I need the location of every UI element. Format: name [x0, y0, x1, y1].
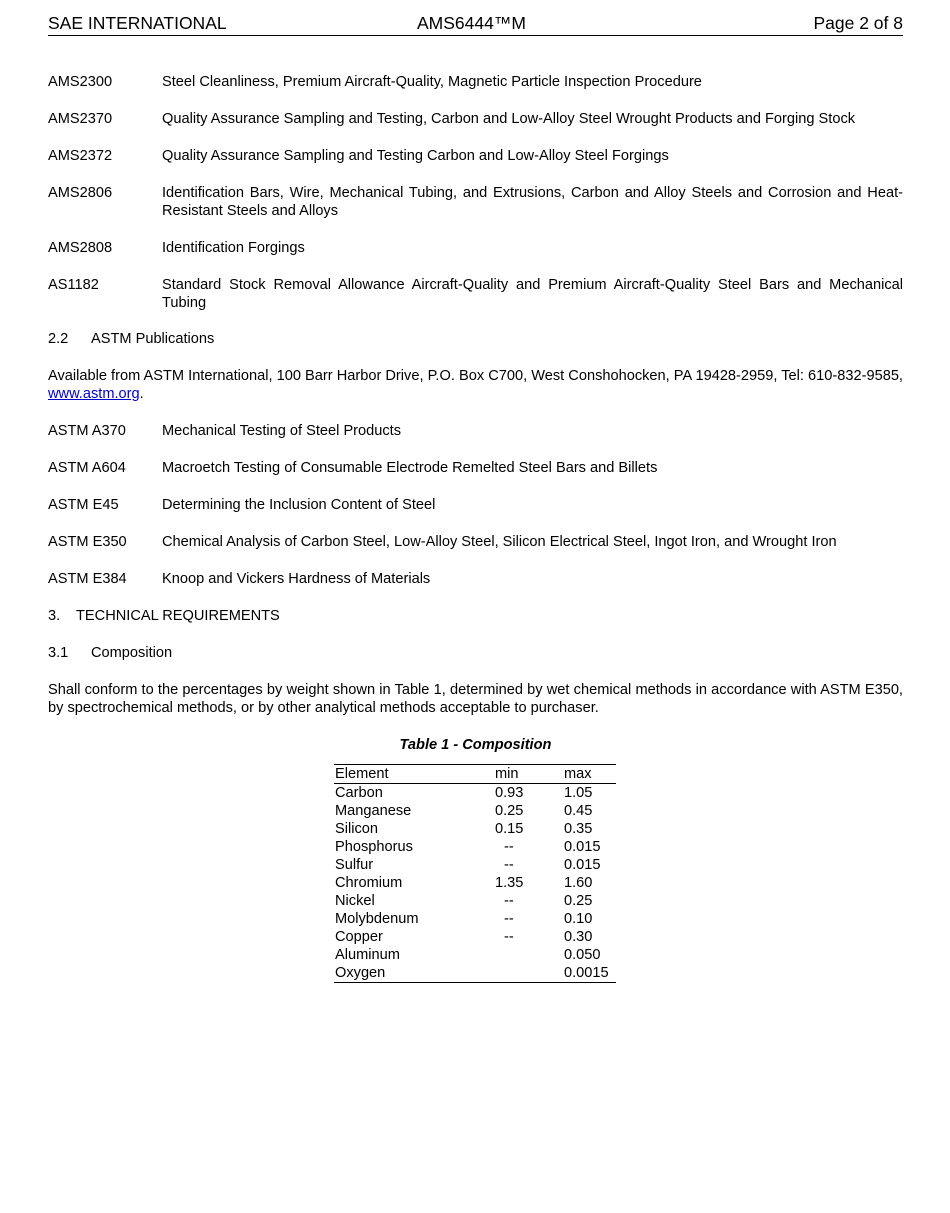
table-header-row	[334, 765, 616, 784]
max-cell: 0.10	[564, 911, 593, 927]
table-row	[334, 856, 616, 874]
reference-title: Knoop and Vickers Hardness of Materials	[162, 571, 431, 587]
reference-item	[48, 496, 903, 514]
section-number: 3.	[48, 608, 61, 624]
reference-item	[48, 239, 903, 257]
astm-availability-paragraph	[48, 367, 903, 403]
element-cell: Oxygen	[334, 964, 494, 983]
column-header-max: max	[563, 765, 616, 784]
table-row	[334, 802, 616, 820]
reference-title: Macroetch Testing of Consumable Electrode Remelted Steel Bars and Billets	[162, 460, 658, 476]
availability-tail: .	[139, 386, 144, 402]
reference-code: AMS2372	[48, 148, 113, 164]
max-cell: 0.35	[564, 821, 593, 837]
min-cell: --	[504, 929, 514, 945]
min-cell: --	[504, 911, 514, 927]
min-cell: 1.35	[495, 875, 524, 891]
element-cell: Chromium	[335, 875, 403, 891]
section-title: ASTM Publications	[91, 331, 215, 347]
min-cell: --	[504, 893, 514, 909]
reference-title: Quality Assurance Sampling and Testing, Carbon and Low-Alloy Steel Wrought Products and Forging Stock	[162, 111, 856, 127]
section-heading-3	[48, 607, 903, 625]
document-page	[48, 12, 903, 994]
reference-code: AMS2808	[48, 240, 113, 256]
reference-item	[48, 110, 903, 128]
max-cell: 1.60	[564, 875, 593, 891]
min-cell: --	[504, 839, 514, 855]
reference-code: ASTM A370	[48, 423, 126, 439]
table-row	[334, 838, 616, 856]
max-cell: 0.015	[564, 839, 601, 855]
availability-text: Available from ASTM International, 100 Barr Harbor Drive, P.O. Box C700, West Conshohocken, PA 19428-2959, Tel: 610-832-9585,	[48, 368, 903, 384]
element-cell: Molybdenum	[335, 911, 419, 927]
composition-table	[334, 764, 616, 983]
reference-item	[48, 422, 903, 440]
reference-code: ASTM E350	[48, 534, 127, 550]
table-row	[334, 928, 616, 946]
reference-item	[48, 570, 903, 588]
reference-code: AMS2300	[48, 74, 113, 90]
reference-code: ASTM E384	[48, 571, 127, 587]
reference-item	[48, 276, 903, 312]
table-row	[334, 964, 616, 983]
element-cell: Aluminum	[335, 947, 400, 963]
reference-title: Identification Bars, Wire, Mechanical Tubing, and Extrusions, Carbon and Alloy Steels and Corrosion and Heat-Resistant Steels and Alloys	[162, 185, 903, 219]
table-caption: Table 1 - Composition	[399, 737, 552, 753]
reference-code: AS1182	[48, 277, 99, 293]
element-cell: Sulfur	[335, 857, 374, 873]
composition-paragraph: Shall conform to the percentages by weight shown in Table 1, determined by wet chemical methods in accordance with ASTM E350, by spectrochemical methods, or by other analytical methods acceptable to purchaser.	[48, 682, 903, 716]
composition-table-wrapper	[48, 764, 903, 994]
reference-title: Determining the Inclusion Content of Steel	[162, 497, 436, 513]
element-cell: Carbon	[335, 785, 383, 801]
table-row	[334, 946, 616, 964]
max-cell: 0.30	[564, 929, 593, 945]
section-title: TECHNICAL REQUIREMENTS	[76, 608, 280, 624]
reference-code: AMS2806	[48, 185, 113, 201]
max-cell: 0.25	[564, 893, 593, 909]
element-cell: Nickel	[335, 893, 375, 909]
element-cell: Phosphorus	[335, 839, 413, 855]
reference-item	[48, 184, 903, 220]
header-page-number: Page 2 of 8	[813, 13, 903, 33]
reference-item	[48, 73, 903, 91]
min-cell: 0.93	[495, 785, 524, 801]
max-cell: 0.050	[564, 947, 601, 963]
column-header-min: min	[494, 765, 563, 784]
table-row	[334, 910, 616, 928]
reference-item	[48, 147, 903, 165]
min-cell	[494, 946, 563, 964]
section-heading-2-2	[48, 330, 903, 348]
min-cell: 0.25	[495, 803, 524, 819]
section-number: 2.2	[48, 331, 69, 347]
max-cell: 0.015	[564, 857, 601, 873]
reference-code: AMS2370	[48, 111, 113, 127]
min-cell	[494, 964, 563, 983]
reference-title: Quality Assurance Sampling and Testing Carbon and Low-Alloy Steel Forgings	[162, 148, 669, 164]
reference-title: Steel Cleanliness, Premium Aircraft-Quality, Magnetic Particle Inspection Procedure	[162, 74, 702, 90]
reference-title: Identification Forgings	[162, 240, 305, 256]
header-doc-number: AMS6444™M	[417, 13, 526, 33]
element-cell: Copper	[335, 929, 383, 945]
table-row	[334, 820, 616, 838]
document-body	[48, 73, 903, 994]
reference-item	[48, 533, 903, 551]
reference-title: Standard Stock Removal Allowance Aircraft-Quality and Premium Aircraft-Quality Steel Bars and Mechanical Tubing	[162, 277, 903, 311]
table-row	[334, 892, 616, 910]
column-header-element: Element	[334, 765, 494, 784]
reference-title: Mechanical Testing of Steel Products	[162, 423, 402, 439]
table-row	[334, 784, 616, 803]
section-number: 3.1	[48, 645, 69, 661]
max-cell: 0.45	[564, 803, 593, 819]
max-cell: 1.05	[564, 785, 593, 801]
astm-website-link[interactable]: www.astm.org	[48, 386, 140, 402]
min-cell: --	[504, 857, 514, 873]
max-cell: 0.0015	[563, 964, 616, 983]
table-row	[334, 874, 616, 892]
header-org: SAE INTERNATIONAL	[48, 13, 227, 33]
page-header	[48, 12, 903, 36]
element-cell: Silicon	[335, 821, 378, 837]
reference-code: ASTM A604	[48, 460, 126, 476]
reference-title: Chemical Analysis of Carbon Steel, Low-Alloy Steel, Silicon Electrical Steel, Ingot Iron, and Wrought Iron	[162, 534, 837, 550]
section-heading-3-1	[48, 644, 903, 662]
element-cell: Manganese	[335, 803, 412, 819]
reference-code: ASTM E45	[48, 497, 119, 513]
min-cell: 0.15	[495, 821, 524, 837]
section-title: Composition	[91, 645, 173, 661]
reference-item	[48, 459, 903, 477]
